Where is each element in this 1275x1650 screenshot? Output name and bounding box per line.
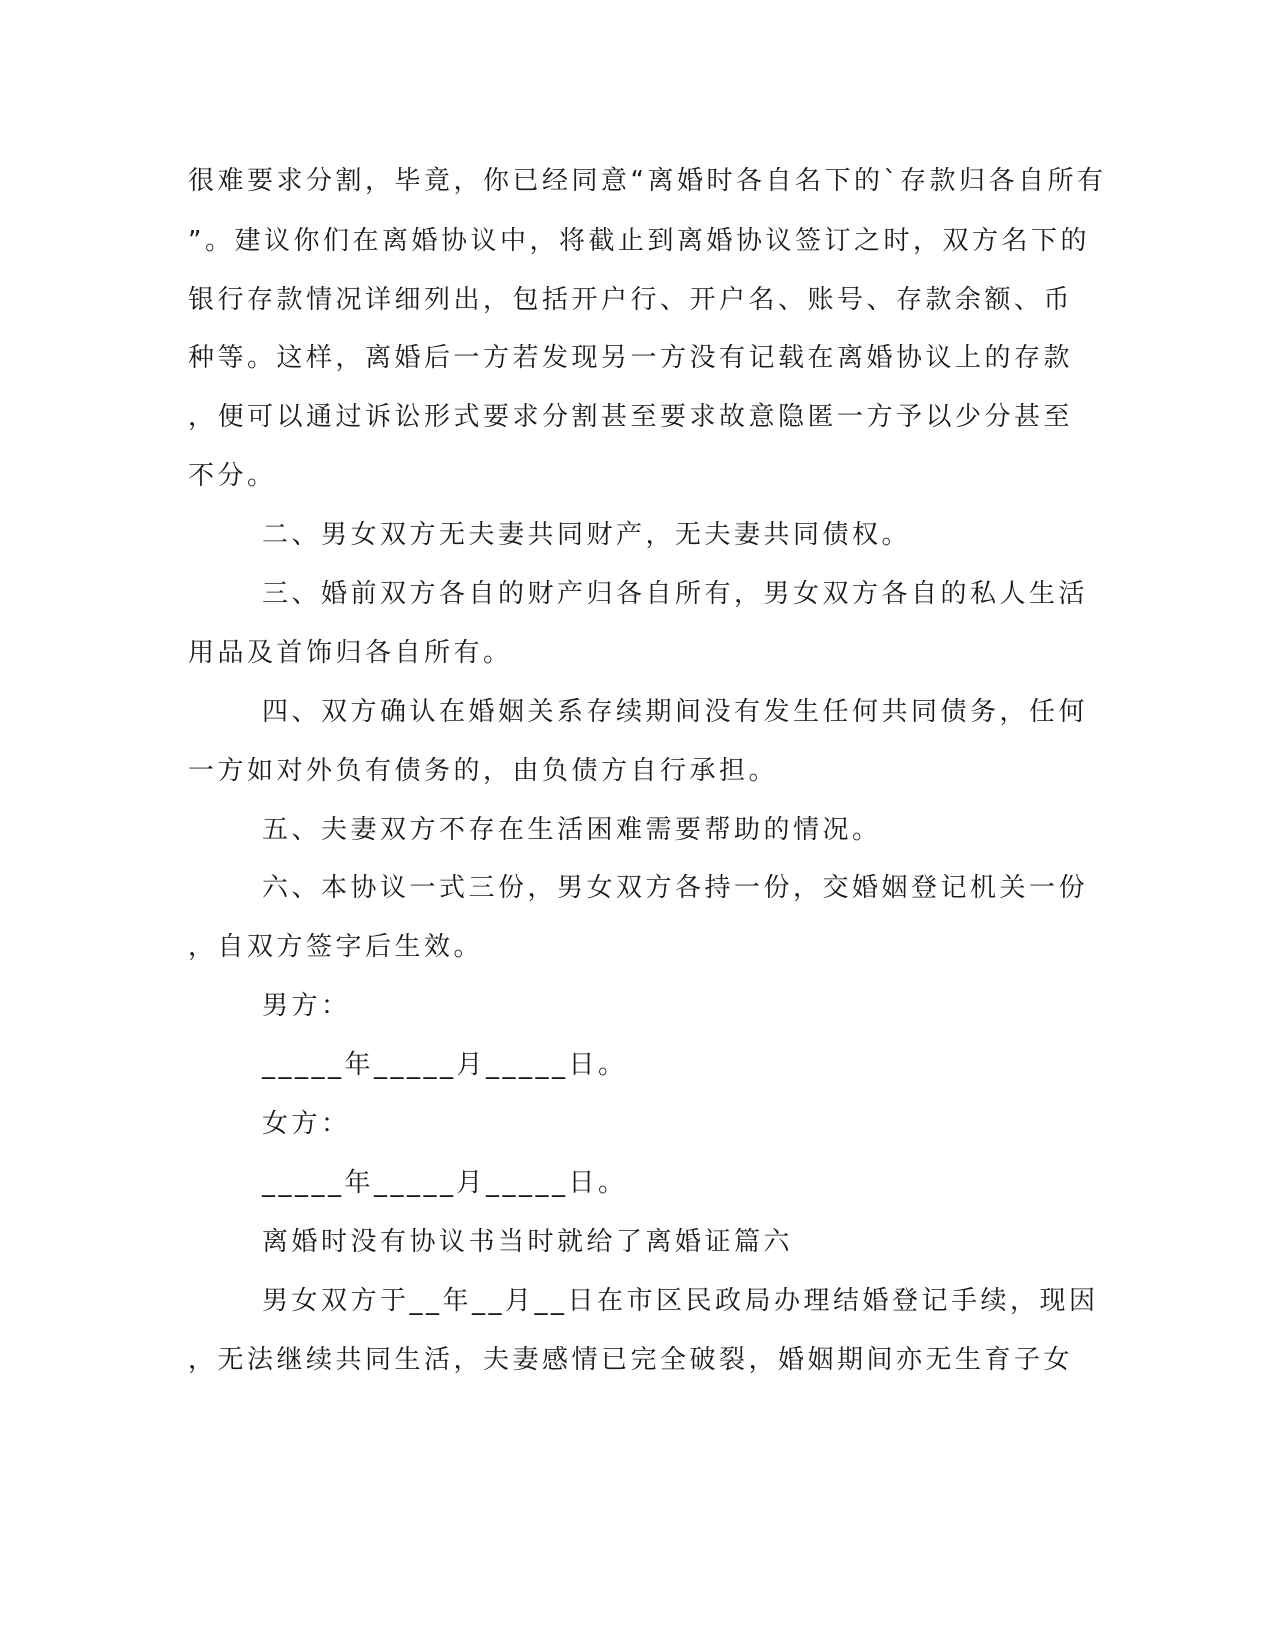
clause-5: 五、夫妻双方不存在生活困难需要帮助的情况。	[262, 815, 882, 845]
paragraph-line: ，便可以通过诉讼形式要求分割甚至要求故意隐匿一方予以少分甚至	[188, 402, 1074, 432]
male-party-label: 男方：	[262, 991, 351, 1021]
clause-2: 二、男女双方无夫妻共同财产，无夫妻共同债权。	[262, 520, 912, 550]
female-party-label: 女方：	[262, 1109, 351, 1139]
paragraph-line: ”。建议你们在离婚协议中，将截止到离婚协议签订之时，双方名下的	[188, 226, 1090, 256]
paragraph-line: 一方如对外负有债务的，由负债方自行承担。	[188, 756, 779, 786]
clause-3: 三、婚前双方各自的财产归各自所有，男女双方各自的私人生活	[262, 579, 1089, 609]
paragraph-line: ，无法继续共同生活，夫妻感情已完全破裂，婚姻期间亦无生育子女	[188, 1345, 1074, 1375]
paragraph-line: ，自双方签字后生效。	[188, 932, 484, 962]
paragraph-line: 不分。	[188, 461, 277, 491]
clause-6: 六、本协议一式三份，男女双方各持一份，交婚姻登记机关一份	[262, 873, 1089, 903]
section-heading: 离婚时没有协议书当时就给了离婚证篇六	[262, 1227, 794, 1257]
paragraph-line: 种等。这样，离婚后一方若发现另一方没有记载在离婚协议上的存款	[188, 343, 1074, 373]
male-date-line: _____年_____月_____日。	[262, 1050, 628, 1080]
paragraph-line: 用品及首饰归各自所有。	[188, 638, 513, 668]
female-date-line: _____年_____月_____日。	[262, 1168, 628, 1198]
paragraph-line: 男女双方于__年__月__日在市区民政局办理结婚登记手续，现因	[262, 1286, 1099, 1316]
paragraph-line: 很难要求分割，毕竟，你已经同意“离婚时各自名下的`存款归各自所有	[188, 166, 1107, 196]
clause-4: 四、双方确认在婚姻关系存续期间没有发生任何共同债务，任何	[262, 697, 1089, 727]
paragraph-line: 银行存款情况详细列出，包括开户行、开户名、账号、存款余额、币	[188, 285, 1074, 315]
